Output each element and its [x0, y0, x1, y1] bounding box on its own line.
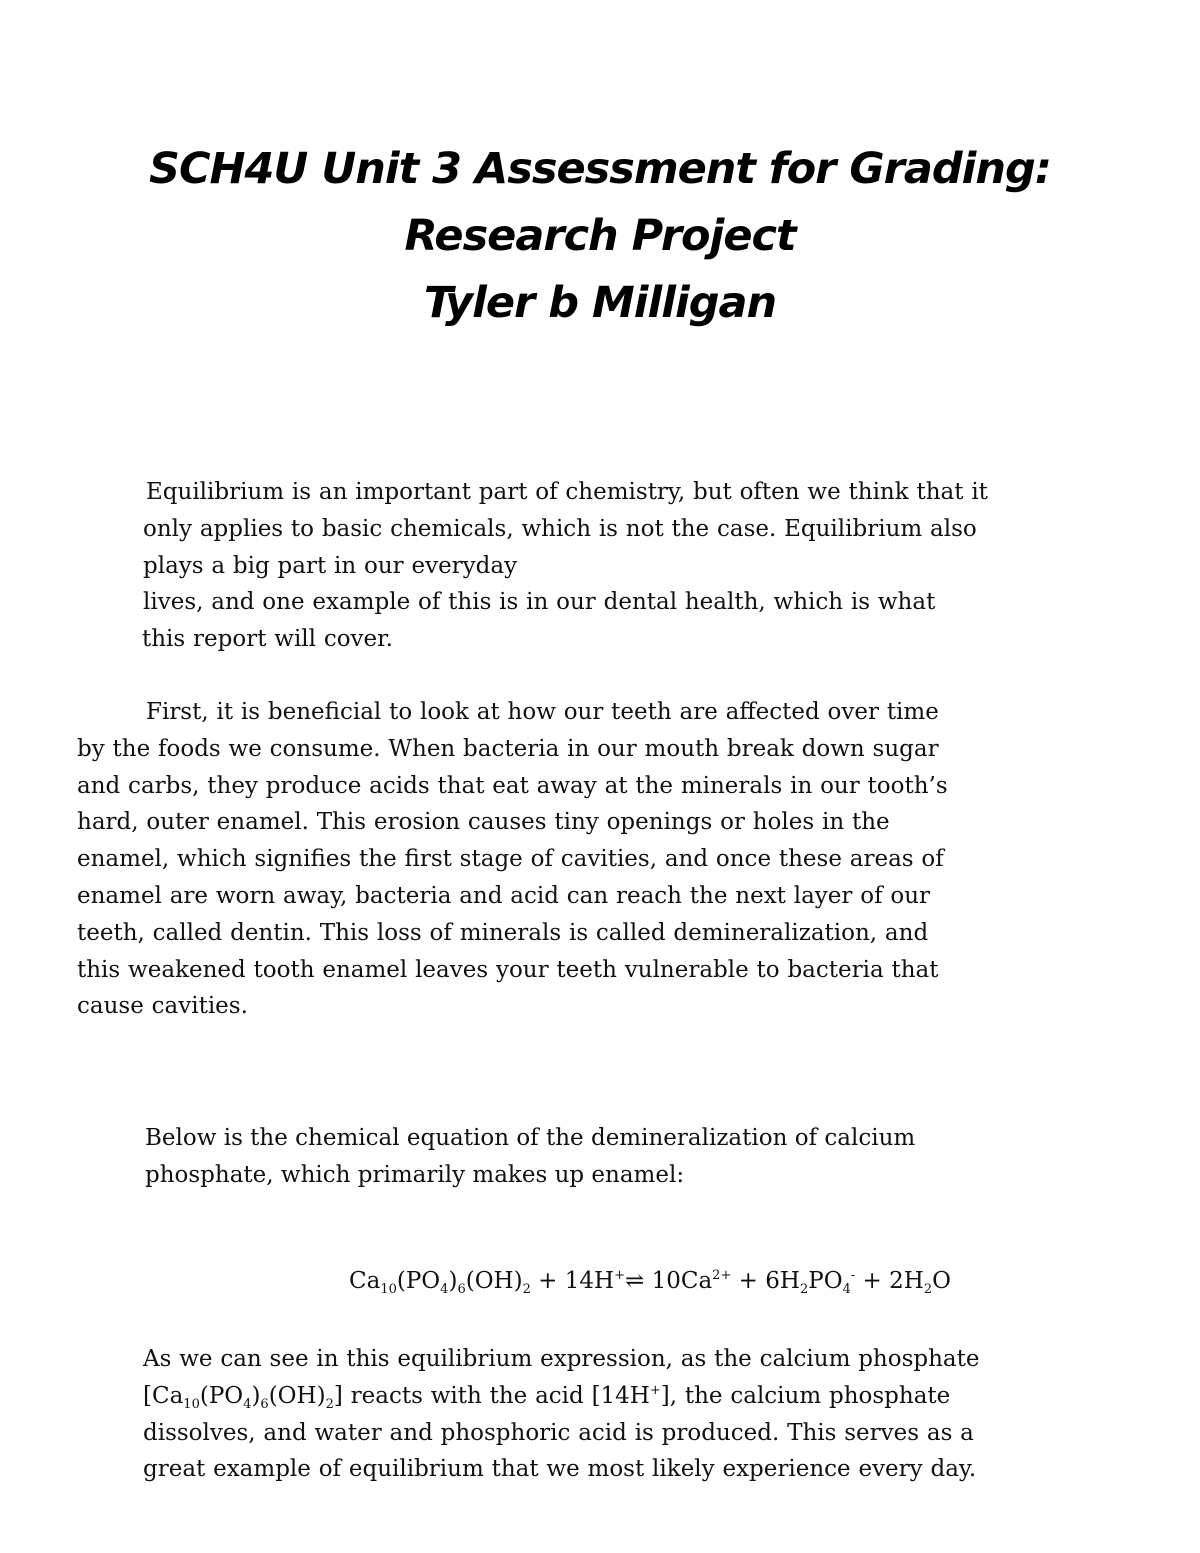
- text-fragment: ], the calcium phosphate: [660, 1382, 951, 1409]
- text-line: phosphate, which primarily makes up enamel:: [145, 1161, 685, 1188]
- document-title: [0, 136, 1200, 337]
- inline-subscript: 4: [243, 1396, 252, 1412]
- eq-text: + 6H: [731, 1268, 800, 1294]
- title-line-project: Research Project: [404, 211, 796, 261]
- chemical-equation: [349, 1263, 951, 1299]
- text-line: only applies to basic chemicals, which is not the case. Equilibrium also: [143, 515, 977, 542]
- eq-subscript: 2: [522, 1282, 531, 1297]
- text-fragment: [Ca: [143, 1382, 184, 1409]
- text-line: lives, and one example of this is in our dental health, which is what: [143, 589, 936, 616]
- eq-superscript: 2+: [712, 1268, 732, 1283]
- body-paragraph-demineralization: [77, 694, 1077, 1025]
- text-line: great example of equilibrium that we most likely experience every day.: [143, 1456, 977, 1483]
- text-line: and carbs, they produce acids that eat away at the minerals in our tooth’s: [77, 772, 948, 799]
- text-line-with-formula: [143, 1378, 1063, 1415]
- eq-text: + 14H: [530, 1268, 615, 1294]
- text-line: dissolves, and water and phosphoric acid is produced. This serves as a: [143, 1419, 974, 1446]
- equilibrium-arrow: ⇌: [625, 1268, 652, 1294]
- text-line: First, it is beneficial to look at how our teeth are affected over time: [146, 699, 939, 725]
- text-fragment: (OH): [268, 1382, 326, 1409]
- eq-text: + 2H: [855, 1268, 924, 1294]
- eq-text: (OH): [465, 1268, 523, 1294]
- text-fragment: ): [251, 1382, 261, 1409]
- eq-subscript: 2: [923, 1282, 933, 1297]
- text-line: by the foods we consume. When bacteria in our mouth break down sugar: [77, 735, 939, 762]
- title-line-course: SCH4U Unit 3 Assessment for Grading:: [149, 144, 1051, 194]
- text-line: plays a big part in our everyday: [143, 552, 518, 579]
- eq-text: Ca: [349, 1268, 381, 1294]
- title-line-author: Tyler b Milligan: [423, 278, 777, 328]
- text-line: hard, outer enamel. This erosion causes tiny openings or holes in the: [77, 809, 890, 836]
- eq-subscript: 4: [842, 1282, 851, 1297]
- inline-subscript: 6: [260, 1396, 269, 1412]
- text-line: Below is the chemical equation of the demineralization of calcium: [145, 1125, 916, 1151]
- eq-text: PO: [808, 1268, 843, 1294]
- text-line: cause cavities.: [77, 993, 248, 1020]
- text-line: this weakened tooth enamel leaves your teeth vulnerable to bacteria that: [77, 956, 939, 983]
- inline-subscript: 2: [325, 1396, 334, 1412]
- text-line: this report will cover.: [142, 626, 393, 653]
- eq-subscript: 2: [799, 1282, 809, 1297]
- body-paragraph-equation-intro: [145, 1120, 1045, 1194]
- text-line: As we can see in this equilibrium expression, as the calcium phosphate: [143, 1346, 980, 1372]
- intro-paragraph: [143, 474, 1063, 658]
- eq-text: O: [932, 1268, 951, 1294]
- eq-subscript: 6: [457, 1282, 466, 1297]
- text-fragment: (PO: [199, 1382, 244, 1409]
- eq-text: ): [448, 1268, 458, 1294]
- text-line: enamel, which signifies the first stage of cavities, and once these areas of: [77, 846, 944, 873]
- eq-subscript: 4: [440, 1282, 449, 1297]
- eq-superscript: -: [850, 1268, 856, 1283]
- eq-text: 10Ca: [651, 1268, 713, 1294]
- text-line: enamel are worn away, bacteria and acid can reach the next layer of our: [77, 882, 931, 909]
- text-fragment: ] reacts with the acid [14H: [333, 1382, 650, 1409]
- eq-text: (PO: [396, 1268, 441, 1294]
- text-line: teeth, called dentin. This loss of minerals is called demineralization, and: [77, 919, 929, 946]
- eq-superscript: +: [614, 1268, 625, 1283]
- text-line: Equilibrium is an important part of chemistry, but often we think that it: [146, 479, 988, 505]
- inline-subscript: 10: [183, 1396, 200, 1412]
- body-paragraph-explanation: [143, 1341, 1063, 1488]
- inline-superscript: +: [649, 1382, 661, 1398]
- eq-subscript: 10: [380, 1282, 397, 1297]
